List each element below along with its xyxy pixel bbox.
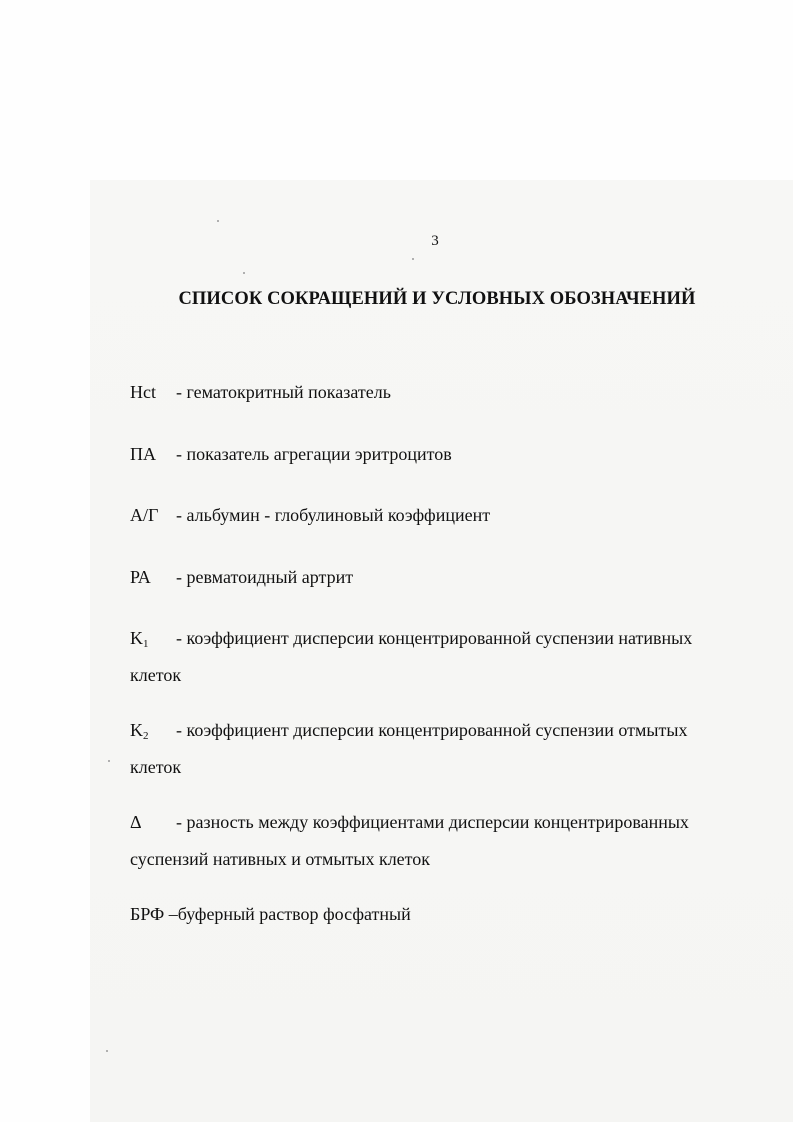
abbreviation-definition: - коэффициент дисперсии концентрированной суспензии отмытых xyxy=(176,720,688,740)
abbreviation-definition: - ревматоидный артрит xyxy=(176,567,354,587)
abbreviation-entry-ra xyxy=(130,562,730,599)
scan-speck xyxy=(243,272,245,274)
abbreviation-definition: - разность между коэффициентами дисперсии концентрированных xyxy=(176,812,689,832)
abbreviation-term: $K_2$ xyxy=(130,720,149,742)
abbreviation-definition: - альбумин - глобулиновый коэффициент xyxy=(176,505,491,525)
abbreviation-term: А/Г xyxy=(130,505,159,525)
entry-line xyxy=(130,715,730,752)
entry-line xyxy=(130,623,730,660)
abbreviation-entry-delta xyxy=(130,807,730,875)
entry-continuation: клеток xyxy=(130,757,182,777)
abbreviation-entry-pa xyxy=(130,439,730,476)
entry-line xyxy=(130,500,730,537)
abbreviation-entry-hct xyxy=(130,377,730,414)
scan-speck xyxy=(106,1050,108,1052)
entry-line xyxy=(130,562,730,599)
abbreviation-definition: БРФ –буферный раствор фосфатный xyxy=(130,904,411,924)
abbreviation-term: Δ xyxy=(130,812,142,832)
abbreviation-definition: - показатель агрегации эритроцитов xyxy=(176,444,452,464)
abbreviation-entry-brf xyxy=(130,899,730,930)
page-number: 3 xyxy=(431,233,439,249)
page-title: СПИСОК СОКРАЩЕНИЙ И УСЛОВНЫХ ОБОЗНАЧЕНИЙ xyxy=(178,289,696,309)
abbreviation-term: ПА xyxy=(130,444,156,464)
scan-speck xyxy=(108,760,110,762)
abbreviation-definition: - гематокритный показатель xyxy=(176,382,391,402)
abbreviation-definition: - коэффициент дисперсии концентрированной суспензии нативных xyxy=(176,628,693,648)
scan-speck xyxy=(412,258,414,260)
scan-speck xyxy=(217,220,219,222)
entry-continuation: клеток xyxy=(130,665,182,685)
abbreviation-entry-k1 xyxy=(130,623,730,691)
abbreviation-entry-k2 xyxy=(130,715,730,783)
abbreviation-term: $K_1$ xyxy=(130,628,149,650)
entry-line xyxy=(130,439,730,476)
entry-line xyxy=(130,807,730,844)
abbreviation-term: РА xyxy=(130,567,151,587)
entry-line xyxy=(130,377,730,414)
abbreviation-entry-ag xyxy=(130,500,730,537)
entry-continuation: суспензий нативных и отмытых клеток xyxy=(130,849,431,869)
abbreviation-term: Hct xyxy=(130,382,156,402)
